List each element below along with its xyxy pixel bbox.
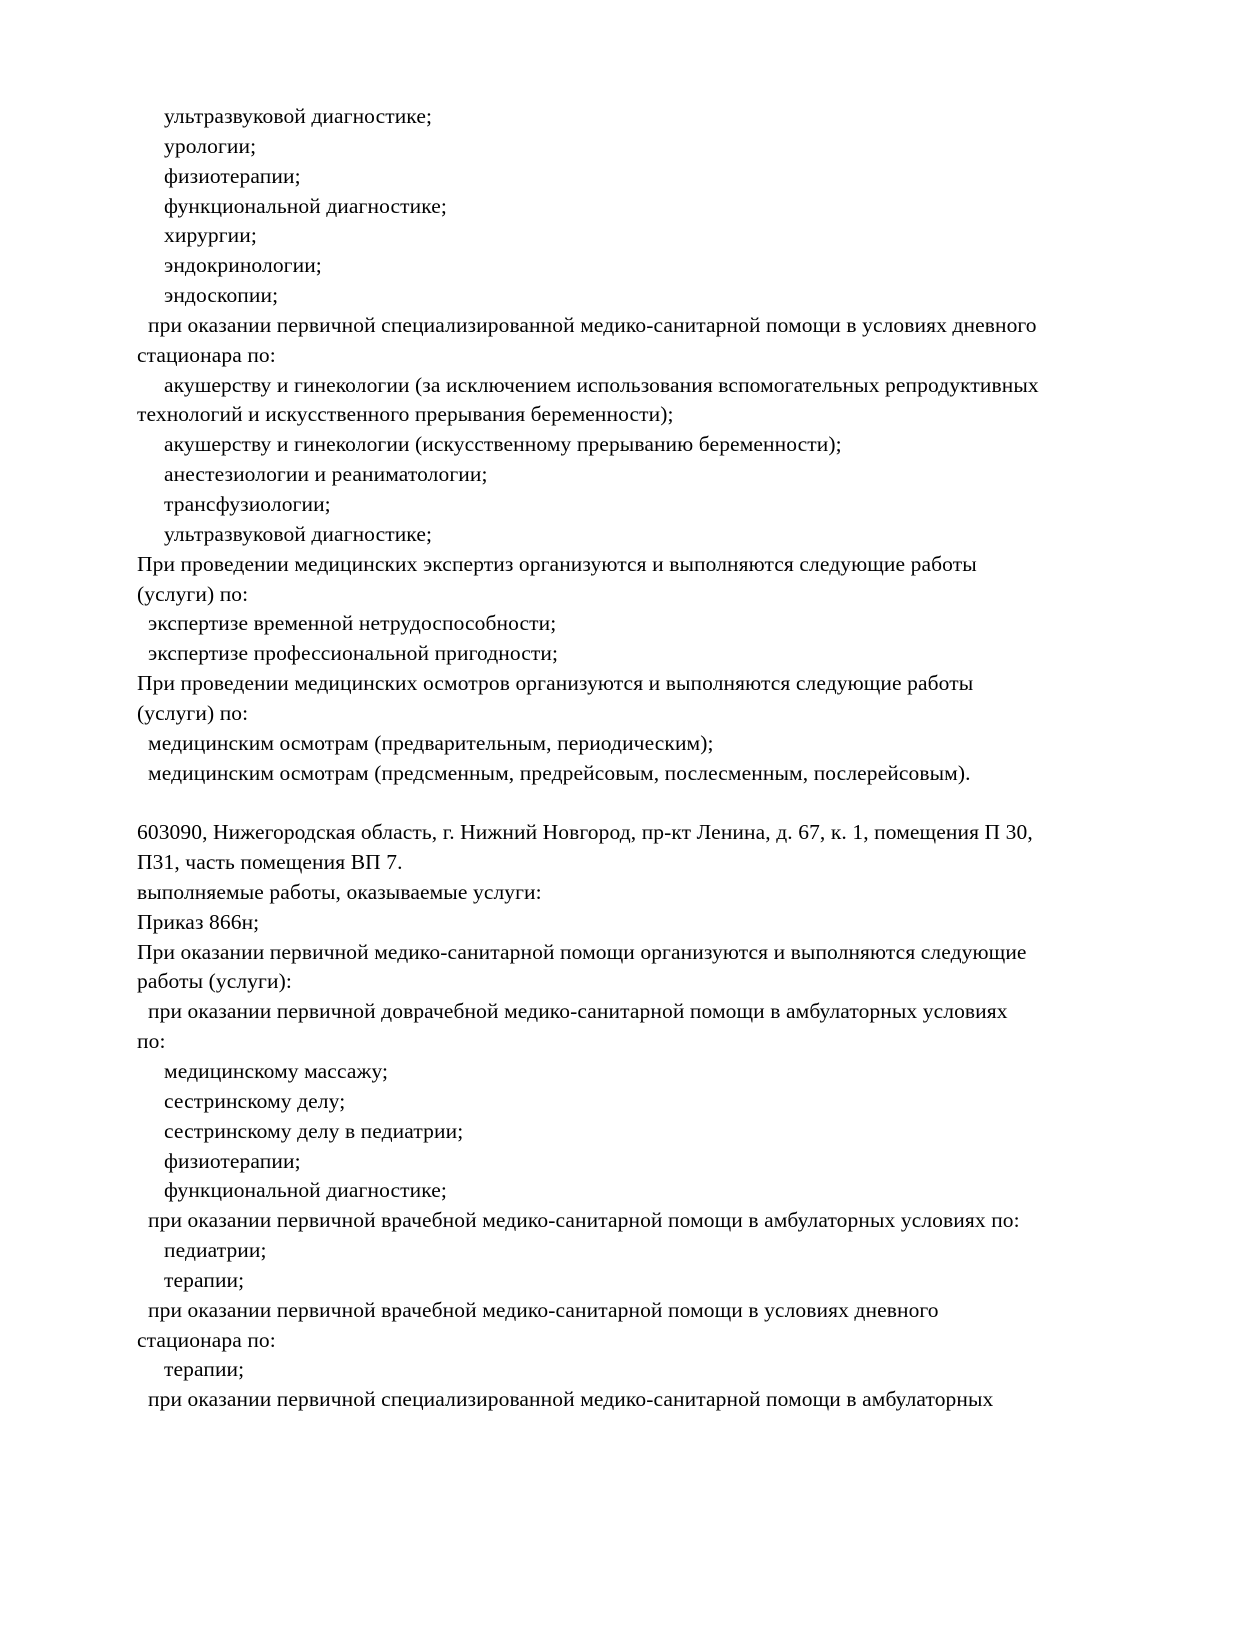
document-line: при оказании первичной специализированной медико-санитарной помощи в условиях дневного — [148, 312, 1037, 337]
document-line: При проведении медицинских экспертиз организуются и выполняются следующие работы — [137, 551, 977, 576]
document-line: при оказании первичной врачебной медико-санитарной помощи в амбулаторных условиях по: — [148, 1208, 1020, 1233]
document-line: по: — [137, 1029, 166, 1054]
document-line: ультразвуковой диагностике; — [164, 521, 433, 546]
document-line: урологии; — [164, 133, 257, 158]
document-line: терапии; — [164, 1267, 245, 1292]
document-line: Приказ 866н; — [137, 909, 260, 934]
document-line: П31, часть помещения ВП 7. — [137, 850, 403, 875]
document-line: при оказании первичной специализированной медико-санитарной помощи в амбулаторных — [148, 1387, 994, 1412]
document-line: экспертизе профессиональной пригодности; — [148, 641, 559, 666]
document-line: физиотерапии; — [164, 1148, 301, 1173]
document-line: (услуги) по: — [137, 581, 249, 606]
document-line: медицинским осмотрам (предсменным, предрейсовым, послесменным, послерейсовым). — [148, 760, 971, 785]
document-line: 603090, Нижегородская область, г. Нижний Новгород, пр-кт Ленина, д. 67, к. 1, помещения П 30, — [137, 820, 1033, 845]
document-line: экспертизе временной нетрудоспособности; — [148, 611, 557, 636]
document-line: выполняемые работы, оказываемые услуги: — [137, 879, 542, 904]
document-line: ультразвуковой диагностике; — [164, 104, 433, 128]
document-line: стационара по: — [137, 1327, 276, 1352]
document-line: При оказании первичной медико-санитарной помощи организуются и выполняются следующие — [137, 939, 1027, 964]
document-line: работы (услуги): — [137, 969, 292, 994]
document-line: медицинским осмотрам (предварительным, периодическим); — [148, 730, 714, 755]
document-line: хирургии; — [164, 223, 257, 248]
document-line: стационара по: — [137, 342, 276, 367]
document-line: функциональной диагностике; — [164, 193, 447, 218]
document-line: при оказании первичной доврачебной медико-санитарной помощи в амбулаторных условиях — [148, 999, 1008, 1024]
document-text — [137, 102, 1147, 1415]
document-line: физиотерапии; — [164, 163, 301, 188]
document-line: функциональной диагностике; — [164, 1178, 447, 1203]
document-line: (услуги) по: — [137, 700, 249, 725]
document-line: терапии; — [164, 1357, 245, 1382]
document-line: медицинскому массажу; — [164, 1059, 389, 1083]
document-line: сестринскому делу; — [164, 1088, 346, 1113]
document-line: акушерству и гинекологии (искусственному прерыванию беременности); — [164, 432, 842, 457]
document-line: анестезиологии и реаниматологии; — [164, 462, 488, 487]
document-line: эндоскопии; — [164, 283, 279, 308]
document-line — [137, 788, 1147, 818]
document-line: технологий и искусственного прерывания беременности); — [137, 402, 674, 427]
document-line: При проведении медицинских осмотров организуются и выполняются следующие работы — [137, 671, 974, 696]
document-line: трансфузиологии; — [164, 491, 331, 516]
document-line: сестринскому делу в педиатрии; — [164, 1118, 464, 1143]
document-line: эндокринологии; — [164, 253, 322, 278]
document-line: при оказании первичной врачебной медико-санитарной помощи в условиях дневного — [148, 1297, 939, 1322]
document-line: педиатрии; — [164, 1238, 267, 1263]
document-line: акушерству и гинекологии (за исключением использования вспомогательных репродуктивных — [164, 372, 1039, 397]
